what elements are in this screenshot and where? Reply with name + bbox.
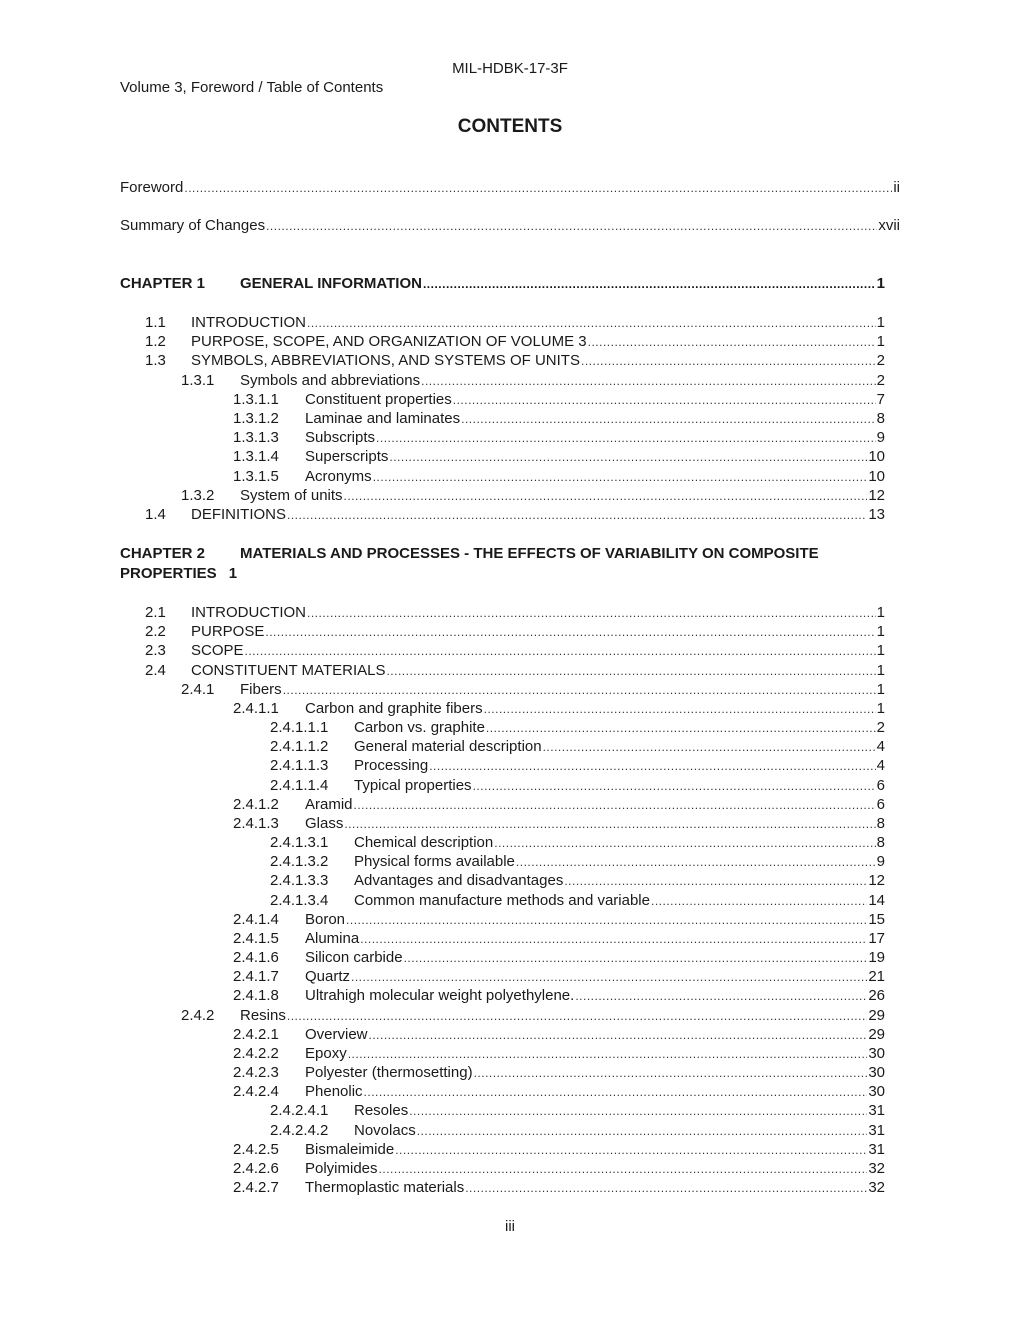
- toc-entry-page: ii: [893, 179, 900, 196]
- toc-entry-number: 2.4.2.5: [233, 1140, 279, 1158]
- toc-entry[interactable]: [270, 737, 885, 756]
- leader-dots: [245, 641, 876, 661]
- leader-dots: [564, 871, 867, 891]
- toc-entry-title: Carbon and graphite fibers: [305, 699, 483, 717]
- toc-entry[interactable]: [233, 390, 885, 409]
- toc-entry[interactable]: [233, 467, 885, 486]
- toc-entry-page: 32: [868, 1159, 885, 1177]
- toc-entry[interactable]: [233, 986, 885, 1005]
- toc-entry-title: Carbon vs. graphite: [354, 719, 485, 737]
- toc-entry-number: 2.4.1.3.1: [270, 834, 329, 852]
- toc-entry[interactable]: [145, 603, 885, 622]
- toc-entry-number: 1.4: [145, 506, 166, 523]
- toc-entry-title: Subscripts: [305, 429, 376, 447]
- leader-dots: [465, 1178, 867, 1198]
- section-label: Volume 3, Foreword / Table of Contents: [120, 79, 384, 96]
- toc-entry-page: 30: [868, 1044, 885, 1062]
- toc-entry[interactable]: [270, 891, 885, 910]
- toc-entry-number: 2.4.2.1: [233, 1025, 279, 1043]
- toc-entry[interactable]: [270, 756, 885, 775]
- toc-entry-title: Physical forms available: [354, 853, 515, 871]
- toc-entry-number: 2.4.1.1.1: [270, 719, 329, 737]
- toc-entry-page: 31: [868, 1140, 885, 1158]
- leader-dots: [287, 505, 867, 525]
- toc-entry-page: 6: [876, 795, 885, 813]
- toc-entry-page: 19: [868, 949, 885, 967]
- chapter-page: 1: [876, 275, 885, 292]
- toc-entry-page: 6: [876, 776, 885, 794]
- leader-dots: [265, 622, 875, 642]
- toc-entry-page: 26: [868, 987, 885, 1005]
- toc-entry-number: 1.3.1.3: [233, 429, 279, 447]
- toc-entry-page: 32: [868, 1179, 885, 1197]
- toc-entry-title: Fibers: [240, 680, 282, 698]
- toc-entry-title: System of units: [240, 486, 343, 504]
- toc-entry[interactable]: [270, 852, 885, 871]
- toc-entry-page: 2: [876, 371, 885, 389]
- toc-entry-page: 1: [876, 642, 885, 660]
- toc-entry[interactable]: [270, 718, 885, 737]
- toc-entry-title: Resins: [240, 1006, 286, 1024]
- toc-entry-number: 1.3.1.1: [233, 390, 279, 408]
- toc-entry[interactable]: [270, 871, 885, 890]
- toc-entry-page: 1: [876, 699, 885, 717]
- toc-entry-number: 2.4.1.3: [233, 814, 279, 832]
- toc-entry-page: 1: [876, 314, 885, 331]
- toc-entry-page: 30: [868, 1083, 885, 1101]
- leader-dots: [386, 661, 875, 681]
- toc-entry[interactable]: [233, 1063, 885, 1082]
- leader-dots: [389, 447, 867, 467]
- toc-entry-title: Acronyms: [305, 467, 372, 485]
- leader-dots: [409, 1101, 867, 1121]
- leader-dots: [344, 814, 875, 834]
- toc-entry-title: SCOPE: [191, 642, 244, 660]
- toc-entry-number: 2.4.2.4.1: [270, 1102, 329, 1120]
- toc-entry-title: Resoles: [354, 1102, 409, 1120]
- toc-entry-title: Polyester (thermosetting): [305, 1064, 473, 1082]
- leader-dots: [516, 852, 876, 872]
- leader-dots: [453, 390, 876, 410]
- toc-entry[interactable]: [270, 833, 885, 852]
- toc-entry-title: Common manufacture methods and variable: [354, 891, 650, 909]
- chapter-label: CHAPTER 2: [120, 545, 206, 562]
- chapter-title-line1: MATERIALS AND PROCESSES - THE EFFECTS OF VARIABILITY ON COMPOSITE: [240, 545, 819, 562]
- leader-dots: [344, 486, 868, 506]
- toc-entry-number: 2.4.1.1.4: [270, 776, 329, 794]
- toc-entry-title: Glass: [305, 814, 344, 832]
- toc-entry-page: 8: [876, 834, 885, 852]
- leader-dots: [494, 833, 875, 853]
- toc-entry-title: Phenolic: [305, 1083, 363, 1101]
- toc-entry-title: Chemical description: [354, 834, 494, 852]
- toc-entry-page: 10: [868, 467, 885, 485]
- toc-entry-page: 15: [868, 910, 885, 928]
- toc-entry-number: 1.2: [145, 333, 166, 351]
- toc-entry[interactable]: [233, 910, 885, 929]
- toc-entry-number: 2.4.1.3.2: [270, 853, 329, 871]
- toc-entry-title: Typical properties: [354, 776, 472, 794]
- toc-entry-number: 2.4.2.6: [233, 1159, 279, 1177]
- toc-entry-page: 21: [868, 968, 885, 986]
- toc-entry-title: Advantages and disadvantages: [354, 872, 564, 890]
- toc-entry-foreword[interactable]: [120, 178, 900, 197]
- toc-entry-number: 2.4.1: [181, 680, 215, 698]
- toc-entry-title: Thermoplastic materials: [305, 1179, 465, 1197]
- chapter-title: GENERAL INFORMATION: [240, 275, 422, 292]
- leader-dots: [395, 1140, 867, 1160]
- leader-dots: [423, 274, 876, 294]
- toc-entry[interactable]: [270, 776, 885, 795]
- toc-entry-page: xvii: [878, 217, 900, 234]
- toc-entry[interactable]: [233, 428, 885, 447]
- toc-entry-number: 2.4.2.2: [233, 1044, 279, 1062]
- leader-dots: [486, 718, 876, 738]
- leader-dots: [404, 948, 868, 968]
- toc-entry-page: 9: [876, 853, 885, 871]
- toc-entry[interactable]: [145, 661, 885, 680]
- leader-dots: [575, 986, 867, 1006]
- toc-entry[interactable]: [233, 795, 885, 814]
- toc-entry-number: 2.2: [145, 623, 166, 641]
- toc-entry-title: SYMBOLS, ABBREVIATIONS, AND SYSTEMS OF UNITS: [191, 352, 580, 370]
- toc-entry-title: INTRODUCTION: [191, 604, 306, 621]
- leader-dots: [417, 1121, 868, 1141]
- toc-entry-title: INTRODUCTION: [191, 314, 306, 331]
- toc-entry-title: Foreword: [120, 179, 184, 196]
- toc-entry-page: 17: [868, 929, 885, 947]
- leader-dots: [379, 1159, 868, 1179]
- toc-entry-page: 2: [876, 719, 885, 737]
- toc-entry-title: Processing: [354, 757, 429, 775]
- leader-dots: [373, 467, 868, 487]
- toc-entry-title: General material description: [354, 738, 542, 756]
- toc-entry-page: 31: [868, 1102, 885, 1120]
- toc-entry-title: Polyimides: [305, 1159, 378, 1177]
- toc-entry-page: 31: [868, 1121, 885, 1139]
- toc-entry-page: 14: [868, 891, 885, 909]
- toc-entry-page: 1: [876, 623, 885, 641]
- toc-entry-number: 2.4.1.4: [233, 910, 279, 928]
- leader-dots: [651, 891, 867, 911]
- leader-dots: [287, 1006, 867, 1026]
- toc-entry-page: 9: [876, 429, 885, 447]
- toc-entry-page: 7: [876, 390, 885, 408]
- toc-entry-title: CONSTITUENT MATERIALS: [191, 661, 386, 679]
- toc-entry[interactable]: [233, 1159, 885, 1178]
- toc-chapter-2[interactable]: [120, 544, 819, 583]
- chapter-page: 1: [228, 564, 238, 582]
- toc-entry-number: 2.4.1.6: [233, 949, 279, 967]
- toc-entry-number: 1.1: [145, 314, 166, 331]
- toc-entry-title: PURPOSE: [191, 623, 265, 641]
- toc-entry-page: 29: [868, 1006, 885, 1024]
- toc-entry-page: 1: [876, 661, 885, 679]
- toc-entry-page: 1: [876, 604, 885, 621]
- leader-dots: [360, 929, 867, 949]
- leader-dots: [346, 910, 867, 930]
- toc-entry[interactable]: [145, 351, 885, 370]
- toc-entry-number: 2.4.1.3.4: [270, 891, 329, 909]
- leader-dots: [283, 680, 876, 700]
- toc-entry-title: Epoxy: [305, 1044, 347, 1062]
- toc-entry-number: 2.4.1.1.3: [270, 757, 329, 775]
- toc-entry-title: Overview: [305, 1025, 368, 1043]
- toc-entry-number: 1.3: [145, 352, 166, 370]
- toc-entry-number: 2.4.2.7: [233, 1179, 279, 1197]
- toc-entry-page: 8: [876, 410, 885, 427]
- toc-entry[interactable]: [145, 641, 885, 660]
- toc-entry-page: 12: [868, 872, 885, 890]
- toc-entry-summary-of-changes[interactable]: [120, 216, 900, 235]
- toc-entry[interactable]: [233, 1025, 885, 1044]
- leader-dots: [484, 699, 876, 719]
- toc-entry-page: 8: [876, 814, 885, 832]
- leader-dots: [351, 967, 867, 987]
- toc-entry[interactable]: [181, 1006, 885, 1025]
- toc-entry-page: 1: [876, 333, 885, 351]
- leader-dots: [543, 737, 876, 757]
- toc-entry-number: 2.4.1.2: [233, 795, 279, 813]
- leader-dots: [588, 332, 876, 352]
- toc-entry[interactable]: [233, 1178, 885, 1197]
- leader-dots: [266, 216, 877, 236]
- leader-dots: [429, 756, 875, 776]
- toc-entry-title: Novolacs: [354, 1121, 416, 1139]
- chapter-title-line2: PROPERTIES: [120, 564, 217, 582]
- toc-entry[interactable]: [233, 1082, 885, 1101]
- toc-entry-page: 29: [868, 1025, 885, 1043]
- toc-entry-number: 1.3.2: [181, 486, 215, 504]
- toc-entry-number: 2.4.2.4: [233, 1083, 279, 1101]
- toc-entry-title: Alumina: [305, 929, 360, 947]
- toc-entry[interactable]: [233, 967, 885, 986]
- toc-entry-title: Silicon carbide: [305, 949, 403, 967]
- toc-entry-page: 13: [868, 506, 885, 523]
- toc-entry-page: 10: [868, 448, 885, 466]
- toc-entry-page: 30: [868, 1064, 885, 1082]
- toc-chapter-1[interactable]: [120, 274, 885, 293]
- toc-entry-number: 1.3.1.5: [233, 467, 279, 485]
- toc-entry[interactable]: [270, 1121, 885, 1140]
- leader-dots: [376, 428, 876, 448]
- toc-entry-page: 4: [876, 757, 885, 775]
- toc-entry-title: Ultrahigh molecular weight polyethylene.: [305, 987, 575, 1005]
- toc-entry-number: 2.4.1.3.3: [270, 872, 329, 890]
- leader-dots: [354, 795, 876, 815]
- toc-entry-number: 2.4.1.7: [233, 968, 279, 986]
- leader-dots: [473, 776, 876, 796]
- toc-entry-title: Superscripts: [305, 448, 389, 466]
- chapter-label: CHAPTER 1: [120, 275, 206, 292]
- toc-entry-number: 2.4.1.5: [233, 929, 279, 947]
- toc-entry[interactable]: [181, 486, 885, 505]
- toc-entry-page: 1: [876, 680, 885, 698]
- document-code: MIL-HDBK-17-3F: [452, 60, 568, 77]
- toc-entry-page: 2: [876, 352, 885, 370]
- toc-entry-title: Boron: [305, 910, 346, 928]
- toc-entry-number: 1.3.1.2: [233, 410, 279, 427]
- leader-dots: [369, 1025, 868, 1045]
- page-title: CONTENTS: [457, 116, 563, 137]
- leader-dots: [421, 371, 876, 391]
- toc-entry[interactable]: [233, 447, 885, 466]
- toc-entry[interactable]: [181, 680, 885, 699]
- leader-dots: [348, 1044, 868, 1064]
- toc-entry[interactable]: [145, 313, 885, 332]
- leader-dots: [307, 313, 876, 333]
- toc-entry-number: 2.4.2.4.2: [270, 1121, 329, 1139]
- toc-entry-number: 2.4.1.1: [233, 699, 279, 717]
- toc-entry-number: 2.4.1.1.2: [270, 738, 329, 756]
- toc-entry[interactable]: [270, 1101, 885, 1120]
- toc-entry-title: Constituent properties: [305, 390, 452, 408]
- leader-dots: [364, 1082, 868, 1102]
- toc-entry-number: 2.4.1.8: [233, 987, 279, 1005]
- toc-entry[interactable]: [181, 371, 885, 390]
- toc-entry-number: 2.1: [145, 604, 166, 621]
- toc-entry-title: DEFINITIONS: [191, 506, 287, 523]
- toc-entry-title: Laminae and laminates: [305, 410, 461, 427]
- toc-entry-number: 1.3.1: [181, 371, 215, 389]
- toc-entry-number: 2.4: [145, 661, 166, 679]
- toc-entry[interactable]: [145, 505, 885, 524]
- page-number: iii: [505, 1218, 515, 1235]
- toc-entry[interactable]: [233, 1140, 885, 1159]
- toc-entry-page: 4: [876, 738, 885, 756]
- toc-entry-title: Bismaleimide: [305, 1140, 395, 1158]
- toc-entry-number: 2.4.2.3: [233, 1064, 279, 1082]
- toc-entry-number: 2.3: [145, 642, 166, 660]
- toc-entry-number: 1.3.1.4: [233, 448, 279, 466]
- leader-dots: [474, 1063, 868, 1083]
- toc-entry[interactable]: [145, 622, 885, 641]
- leader-dots: [184, 178, 892, 198]
- toc-entry[interactable]: [233, 699, 885, 718]
- toc-entry-number: 2.4.2: [181, 1006, 215, 1024]
- toc-entry-page: 12: [868, 486, 885, 504]
- toc-entry-title: Aramid: [305, 795, 353, 813]
- leader-dots: [307, 603, 876, 623]
- toc-entry-title: PURPOSE, SCOPE, AND ORGANIZATION OF VOLUME 3: [191, 333, 587, 351]
- leader-dots: [461, 409, 876, 429]
- toc-entry[interactable]: [233, 1044, 885, 1063]
- toc-entry[interactable]: [145, 332, 885, 351]
- toc-entry[interactable]: [233, 409, 885, 428]
- toc-entry-title: Symbols and abbreviations: [240, 371, 421, 389]
- toc-entry[interactable]: [233, 929, 885, 948]
- toc-entry[interactable]: [233, 948, 885, 967]
- toc-entry[interactable]: [233, 814, 885, 833]
- toc-entry-title: Summary of Changes: [120, 217, 266, 234]
- toc-entry-title: Quartz: [305, 968, 351, 986]
- leader-dots: [581, 351, 876, 371]
